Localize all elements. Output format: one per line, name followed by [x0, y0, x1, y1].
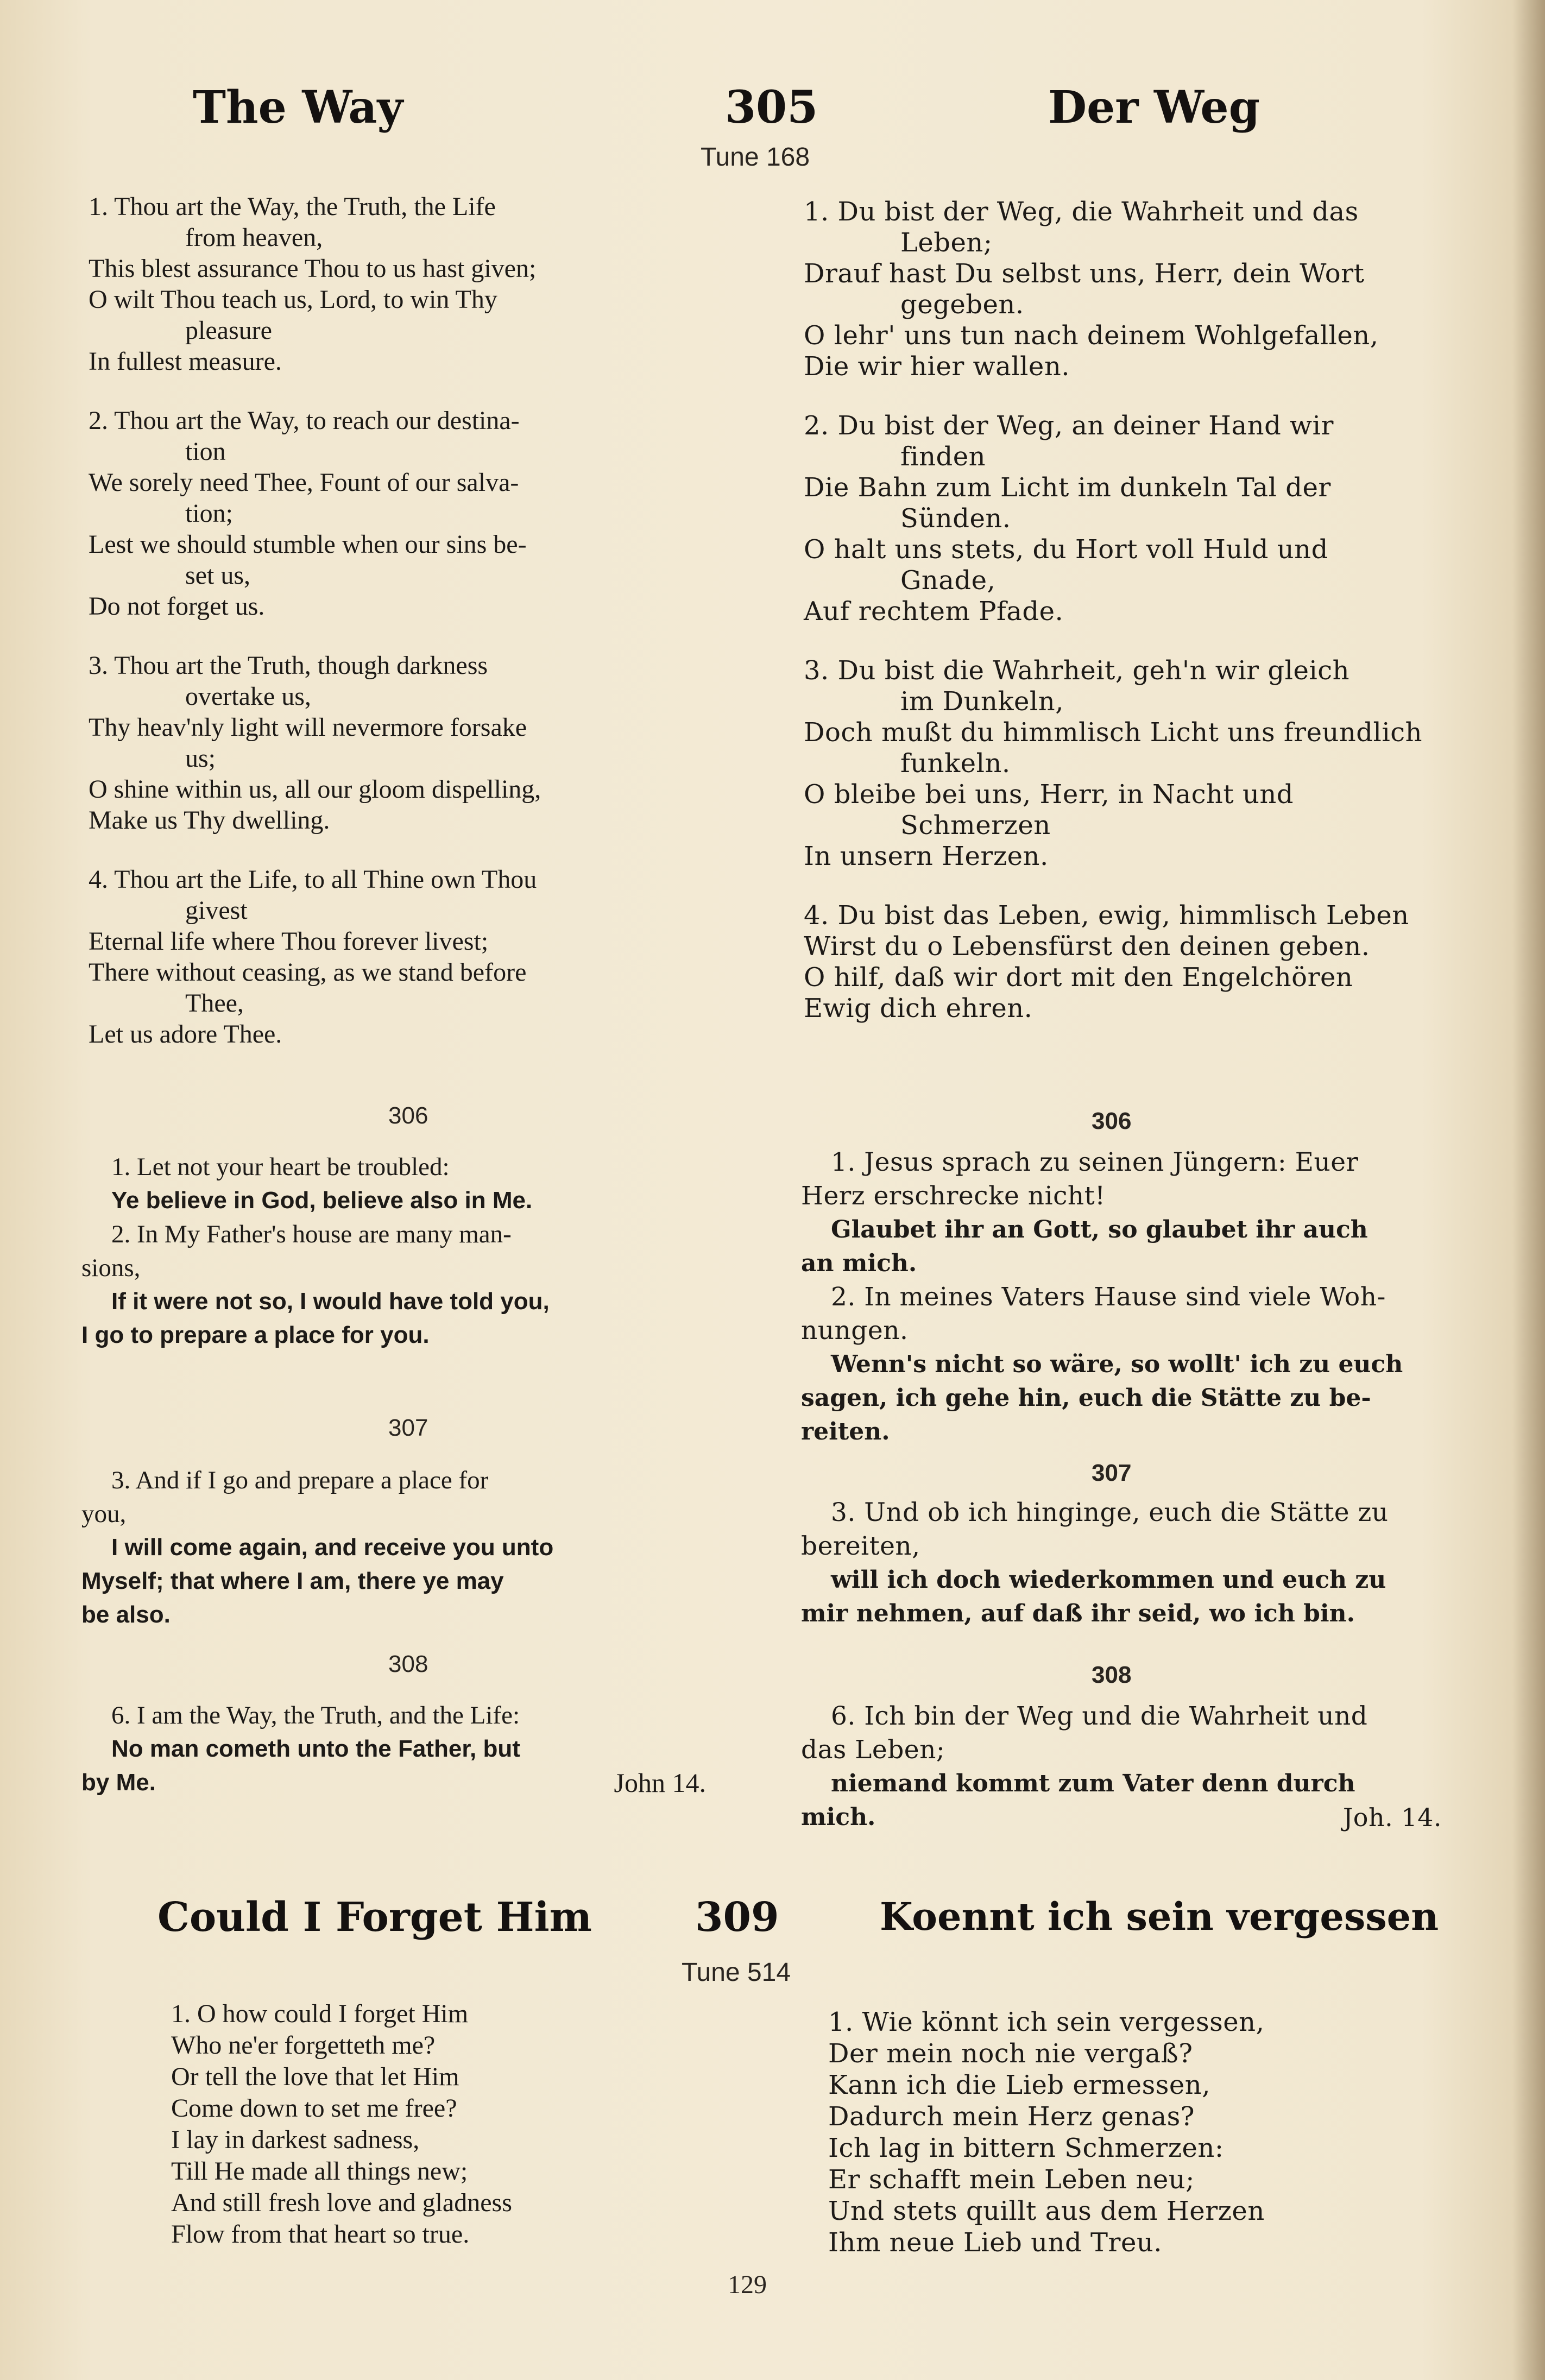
hymn-305-tune: Tune 168 — [701, 143, 810, 172]
stanza-line: tion — [185, 437, 226, 466]
stanza-line: 4. Du bist das Leben, ewig, himmlisch Leben — [804, 900, 1409, 931]
stanza-line: 1. O how could I forget Him — [171, 1999, 469, 2028]
hymn-305-english-column — [89, 191, 767, 1078]
stanza-line: givest — [185, 896, 248, 925]
stanza-line: We sorely need Thee, Fount of our salva- — [89, 468, 519, 497]
stanza — [89, 650, 767, 836]
scripture-reference: Joh. 14. — [1342, 1803, 1442, 1832]
hymn-309-number: 309 — [695, 1894, 779, 1941]
scripture-line: Myself; that where I am, there ye may — [81, 1568, 504, 1594]
scripture-line: bereiten, — [801, 1531, 920, 1561]
hymn-305-german-column — [804, 197, 1483, 1052]
stanza-line: Thy heav'nly light will nevermore forsake — [89, 713, 527, 742]
stanza — [89, 191, 767, 377]
stanza-line: Schmerzen — [900, 810, 1051, 841]
scripture-line: you, — [81, 1500, 127, 1528]
hymn-309-english-column — [171, 1998, 741, 2250]
scripture-line: 2. In meines Vaters Hause sind viele Woh- — [831, 1282, 1386, 1312]
stanza-line: 4. Thou art the Life, to all Thine own Thou — [89, 865, 537, 894]
stanza-line: In unsern Herzen. — [804, 841, 1049, 872]
stanza — [804, 411, 1483, 627]
scripture-line: an mich. — [801, 1249, 917, 1277]
stanza-line: Ewig dich ehren. — [804, 993, 1033, 1024]
scripture-307-de — [801, 1496, 1453, 1631]
stanza-line: Gnade, — [900, 565, 996, 596]
scripture-307-en — [81, 1463, 744, 1632]
stanza — [89, 405, 767, 622]
scripture-line — [81, 1766, 706, 1800]
scripture-line: Wenn's nicht so wäre, so wollt' ich zu euch — [831, 1350, 1403, 1378]
number-308-en: 308 — [388, 1651, 428, 1677]
scripture-line: I go to prepare a place for you. — [81, 1322, 430, 1348]
scripture-text: mich. — [801, 1803, 876, 1831]
scripture-line: sions, — [81, 1254, 141, 1282]
stanza-line: O hilf, daß wir dort mit den Engelchören — [804, 962, 1353, 993]
stanza-line: O shine within us, all our gloom dispelling, — [89, 775, 541, 804]
scripture-line: be also. — [81, 1601, 171, 1628]
stanza-line: us; — [185, 744, 216, 773]
stanza-line: Sünden. — [900, 503, 1011, 534]
stanza-line: Eternal life where Thou forever livest; — [89, 927, 489, 956]
number-307-en: 307 — [388, 1415, 428, 1441]
stanza-line: gegeben. — [900, 289, 1024, 320]
stanza-line: O lehr' uns tun nach deinem Wohlgefallen, — [804, 320, 1379, 351]
stanza-line: Kann ich die Lieb ermessen, — [828, 2070, 1210, 2100]
page-number: 129 — [728, 2270, 767, 2299]
stanza-line: set us, — [185, 561, 250, 590]
scripture-line: reiten. — [801, 1418, 890, 1445]
scripture-line: 1. Jesus sprach zu seinen Jüngern: Euer — [831, 1147, 1359, 1177]
stanza-line: Er schafft mein Leben neu; — [828, 2164, 1195, 2195]
scripture-reference: John 14. — [614, 1767, 706, 1798]
stanza-line: Let us adore Thee. — [89, 1020, 282, 1049]
stanza-line: O wilt Thou teach us, Lord, to win Thy — [89, 285, 497, 314]
stanza-line: 1. Wie könnt ich sein vergessen, — [828, 2007, 1265, 2037]
stanza-line: Till He made all things new; — [171, 2157, 468, 2186]
scripture-line: Glaubet ihr an Gott, so glaubet ihr auch — [831, 1216, 1368, 1243]
stanza-line: O halt uns stets, du Hort voll Huld und — [804, 534, 1328, 565]
stanza-line: 3. Thou art the Truth, though darkness — [89, 651, 488, 680]
stanza-line: In fullest measure. — [89, 347, 282, 376]
scripture-line: 6. Ich bin der Weg und die Wahrheit und — [831, 1701, 1368, 1731]
scripture-line: Ye believe in God, believe also in Me. — [111, 1187, 533, 1214]
stanza-line: pleasure — [185, 316, 272, 345]
stanza-line: Dadurch mein Herz genas? — [828, 2101, 1195, 2132]
scripture-line: 1. Let not your heart be troubled: — [111, 1153, 450, 1181]
stanza-line: Do not forget us. — [89, 592, 265, 621]
stanza — [89, 864, 767, 1050]
stanza-line: Make us Thy dwelling. — [89, 806, 330, 835]
scripture-line: 6. I am the Way, the Truth, and the Life: — [111, 1701, 520, 1729]
stanza-line: Die Bahn zum Licht im dunkeln Tal der — [804, 472, 1331, 503]
stanza-line: overtake us, — [185, 682, 311, 711]
stanza-line: funkeln. — [900, 748, 1011, 779]
stanza-line: 2. Du bist der Weg, an deiner Hand wir — [804, 411, 1334, 441]
hymn-305-number: 305 — [725, 81, 818, 134]
stanza — [804, 655, 1483, 872]
scripture-line: will ich doch wiederkommen und euch zu — [831, 1566, 1386, 1594]
stanza-line: Doch mußt du himmlisch Licht uns freundlich — [804, 717, 1423, 748]
stanza-line: Thee, — [185, 989, 244, 1018]
scripture-306-de — [801, 1146, 1453, 1449]
stanza-line: Lest we should stumble when our sins be- — [89, 530, 527, 559]
stanza-line: Der mein noch nie vergaß? — [828, 2038, 1193, 2069]
scripture-line — [801, 1801, 1442, 1834]
stanza-line: Und stets quillt aus dem Herzen — [828, 2196, 1265, 2226]
scripture-line: nungen. — [801, 1316, 909, 1346]
scripture-line: sagen, ich gehe hin, euch die Stätte zu be- — [801, 1384, 1371, 1412]
stanza-line: 1. Du bist der Weg, die Wahrheit und das — [804, 197, 1359, 227]
scripture-line: 3. And if I go and prepare a place for — [111, 1466, 489, 1494]
stanza-line: 3. Du bist die Wahrheit, geh'n wir gleich — [804, 655, 1350, 686]
stanza-line: 2. Thou art the Way, to reach our destina- — [89, 406, 520, 435]
book-spine-shadow — [1512, 0, 1545, 2380]
stanza-line: Die wir hier wallen. — [804, 351, 1070, 382]
stanza-line: Come down to set me free? — [171, 2094, 457, 2123]
hymn-305-title-en: The Way — [193, 81, 403, 134]
stanza-line: O bleibe bei uns, Herr, in Nacht und — [804, 779, 1294, 810]
stanza-line: Leben; — [900, 228, 993, 258]
hymn-305-title-de: Der Weg — [1048, 81, 1260, 134]
stanza-line: tion; — [185, 499, 234, 528]
scripture-line: niemand kommt zum Vater denn durch — [831, 1770, 1355, 1797]
stanza-line: Ihm neue Lieb und Treu. — [828, 2227, 1163, 2258]
stanza-line: Auf rechtem Pfade. — [804, 596, 1064, 627]
stanza-line: Ich lag in bittern Schmerzen: — [828, 2133, 1224, 2163]
scripture-306-en — [81, 1150, 744, 1352]
scripture-line: I will come again, and receive you unto — [111, 1534, 554, 1561]
stanza-line: I lay in darkest sadness, — [171, 2125, 420, 2154]
scripture-line: If it were not so, I would have told you, — [111, 1288, 550, 1315]
stanza-line: And still fresh love and gladness — [171, 2188, 512, 2217]
scripture-line: 2. In My Father's house are many man- — [111, 1220, 512, 1248]
number-308-de: 308 — [1092, 1662, 1132, 1688]
stanza-line: Or tell the love that let Him — [171, 2062, 459, 2091]
scripture-308-de — [801, 1700, 1453, 1834]
scripture-text: by Me. — [81, 1769, 156, 1796]
stanza-line: Wirst du o Lebensfürst den deinen geben. — [804, 931, 1370, 962]
stanza-line: im Dunkeln, — [900, 686, 1064, 717]
stanza-line: Who ne'er forgetteth me? — [171, 2031, 436, 2060]
scripture-line: das Leben; — [801, 1735, 945, 1765]
scripture-308-en — [81, 1699, 744, 1800]
scripture-line: 3. Und ob ich hinginge, euch die Stätte zu — [831, 1498, 1389, 1527]
scripture-line: Herz erschrecke nicht! — [801, 1181, 1106, 1211]
stanza-line: Drauf hast Du selbst uns, Herr, dein Wort — [804, 258, 1365, 289]
scripture-line: No man cometh unto the Father, but — [111, 1735, 520, 1762]
stanza — [804, 197, 1483, 382]
hymn-309-title-en: Could I Forget Him — [157, 1894, 592, 1941]
number-306-de: 306 — [1092, 1108, 1132, 1134]
stanza-line: finden — [900, 441, 986, 472]
scripture-line: mir nehmen, auf daß ihr seid, wo ich bin. — [801, 1600, 1355, 1627]
stanza-line: 1. Thou art the Way, the Truth, the Life — [89, 192, 496, 221]
hymn-309-tune: Tune 514 — [682, 1958, 791, 1987]
stanza-line: There without ceasing, as we stand before — [89, 958, 527, 987]
number-306-en: 306 — [388, 1102, 428, 1129]
number-307-de: 307 — [1092, 1460, 1132, 1486]
stanza-line: from heaven, — [185, 223, 323, 252]
hymn-309-title-de: Koennt ich sein vergessen — [880, 1894, 1439, 1939]
stanza-line: This blest assurance Thou to us hast given; — [89, 254, 537, 283]
stanza — [804, 900, 1483, 1024]
hymn-309-german-column — [828, 2006, 1453, 2258]
stanza-line: Flow from that heart so true. — [171, 2220, 470, 2249]
